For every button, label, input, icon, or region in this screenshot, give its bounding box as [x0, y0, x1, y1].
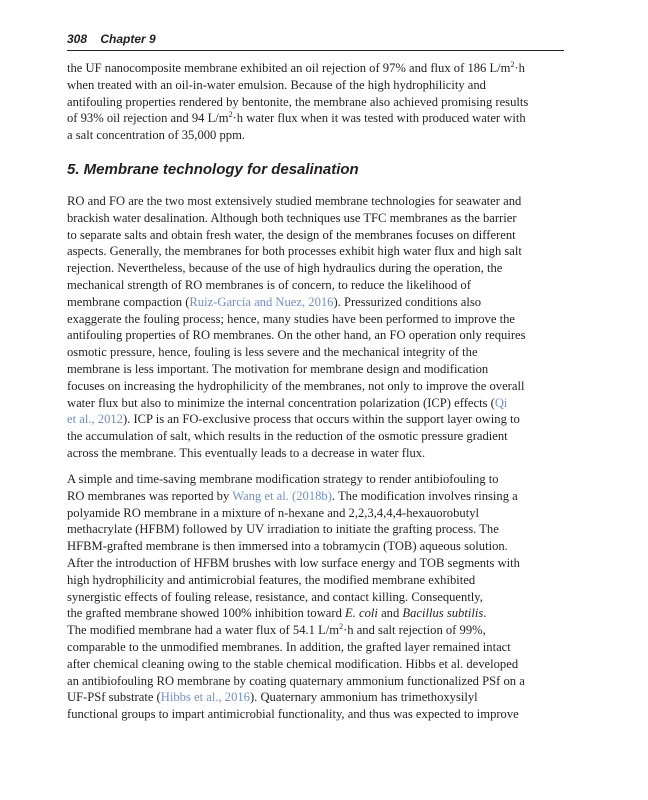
text-line: rejection. Nevertheless, because of the use of high hydraulics during the operation, the [67, 261, 503, 276]
text-line: functional groups to impart antimicrobial functionality, and thus was expected to improve [67, 707, 519, 722]
text-line: the grafted membrane showed 100% inhibition toward E. coli and Bacillus subtilis. [67, 606, 487, 621]
citation-link[interactable]: Ruiz-García and Nuez, 2016 [189, 294, 334, 309]
text-line: a salt concentration of 35,000 ppm. [67, 128, 246, 143]
citation-link[interactable]: Wang et al. (2018b) [232, 488, 332, 503]
text-line: antifouling properties of RO membranes. On the other hand, an FO operation only requires [67, 328, 526, 343]
text-line: after chemical cleaning owing to the stable chemical modification. Hibbs et al. developed [67, 656, 519, 671]
species-name: E. coli [345, 606, 378, 621]
species-name: Bacillus subtilis [402, 606, 484, 621]
text-line: The modified membrane had a water flux of 54.1 $L/m^2\cdot h$ and salt rejection of 99%, [67, 622, 486, 638]
text-line: synergistic effects of fouling release, resistance, and contact killing. Consequently, [67, 589, 483, 604]
text-line: when treated with an oil-in-water emulsion. Because of the high hydrophilicity and [67, 77, 486, 92]
text-line: UF-PSf substrate (Hibbs et al., 2016). Quaternary ammonium has trimethoxysilyl [67, 690, 478, 705]
text-line: After the introduction of HFBM brushes with low surface energy and TOB segments with [67, 555, 520, 570]
text-line: the accumulation of salt, which results in the reduction of the osmotic pressure gradient [67, 429, 508, 444]
text-line: membrane compaction (Ruiz-García and Nuez, 2016). Pressurized conditions also [67, 294, 482, 309]
text-line: membrane is less important. The motivation for membrane design and modification [67, 361, 489, 376]
text-line: RO membranes was reported by Wang et al. (2018b). The modification involves rinsing a [67, 488, 518, 503]
text-line: HFBM-grafted membrane is then immersed into a tobramycin (TOB) aqueous solution. [67, 539, 508, 554]
text-line: mechanical strength of RO membranes is of concern, to reduce the likelihood of [67, 277, 471, 292]
text-line: an antibiofouling RO membrane by coating quaternary ammonium functionalized PSf on a [67, 673, 525, 688]
citation-link[interactable]: et al., 2012 [67, 412, 123, 427]
text-line: et al., 2012). ICP is an FO-exclusive process that occurs within the support layer owing to [67, 412, 520, 427]
section-heading: 5. Membrane technology for desalination [67, 161, 359, 178]
text-line: high hydrophilicity and antimicrobial features, the modified membrane exhibited [67, 572, 476, 587]
text-line: polyamide RO membrane in a mixture of n-hexane and 2,2,3,4,4,4-hexauorobutyl [67, 505, 479, 520]
text-line: antifouling properties rendered by bentonite, the membrane also achieved promising results [67, 94, 529, 109]
citation-link[interactable]: Hibbs et al., 2016 [160, 690, 250, 705]
text-line: brackish water desalination. Although both techniques use TFC membranes as the barrier [67, 210, 517, 225]
chapter-label: Chapter 9 [100, 32, 156, 46]
text-line: methacrylate (HFBM) followed by UV irradiation to initiate the grafting process. The [67, 522, 499, 537]
text-line: comparable to the unmodified membranes. In addition, the grafted layer remained intact [67, 639, 511, 654]
text-line: to separate salts and obtain fresh water, the design of the membranes focuses on different [67, 227, 516, 242]
text-line: focuses on increasing the hydrophilicity of the membranes, not only to improve the overall [67, 378, 525, 393]
citation-link[interactable]: Qi [494, 395, 508, 410]
text-line: aspects. Generally, the membranes for both processes exhibit high water flux and high salt [67, 244, 522, 259]
text-line: of 93% oil rejection and 94 $L/m^2\cdot h$ water flux when it was tested with produced water with [67, 110, 526, 126]
text-line: osmotic pressure, hence, fouling is less severe and the mechanical integrity of the [67, 345, 478, 360]
paragraph-1 [67, 60, 567, 144]
text-line: exaggerate the fouling process; hence, many studies have been performed to improve the [67, 311, 515, 326]
running-header [67, 30, 564, 51]
paragraph-3 [67, 471, 567, 723]
text-line: water flux but also to minimize the internal concentration polarization (ICP) effects (Qi [67, 395, 508, 410]
text-line: A simple and time-saving membrane modification strategy to render antibiofouling to [67, 472, 499, 486]
text-line: the UF nanocomposite membrane exhibited an oil rejection of 97% and flux of 186 $L/m^2\cdot h$ [67, 60, 525, 75]
page-number: 308 [67, 32, 88, 46]
text-line: RO and FO are the two most extensively studied membrane technologies for seawater and [67, 194, 522, 208]
paragraph-2 [67, 193, 567, 462]
text-line: across the membrane. This eventually leads to a decrease in water flux. [67, 445, 426, 460]
